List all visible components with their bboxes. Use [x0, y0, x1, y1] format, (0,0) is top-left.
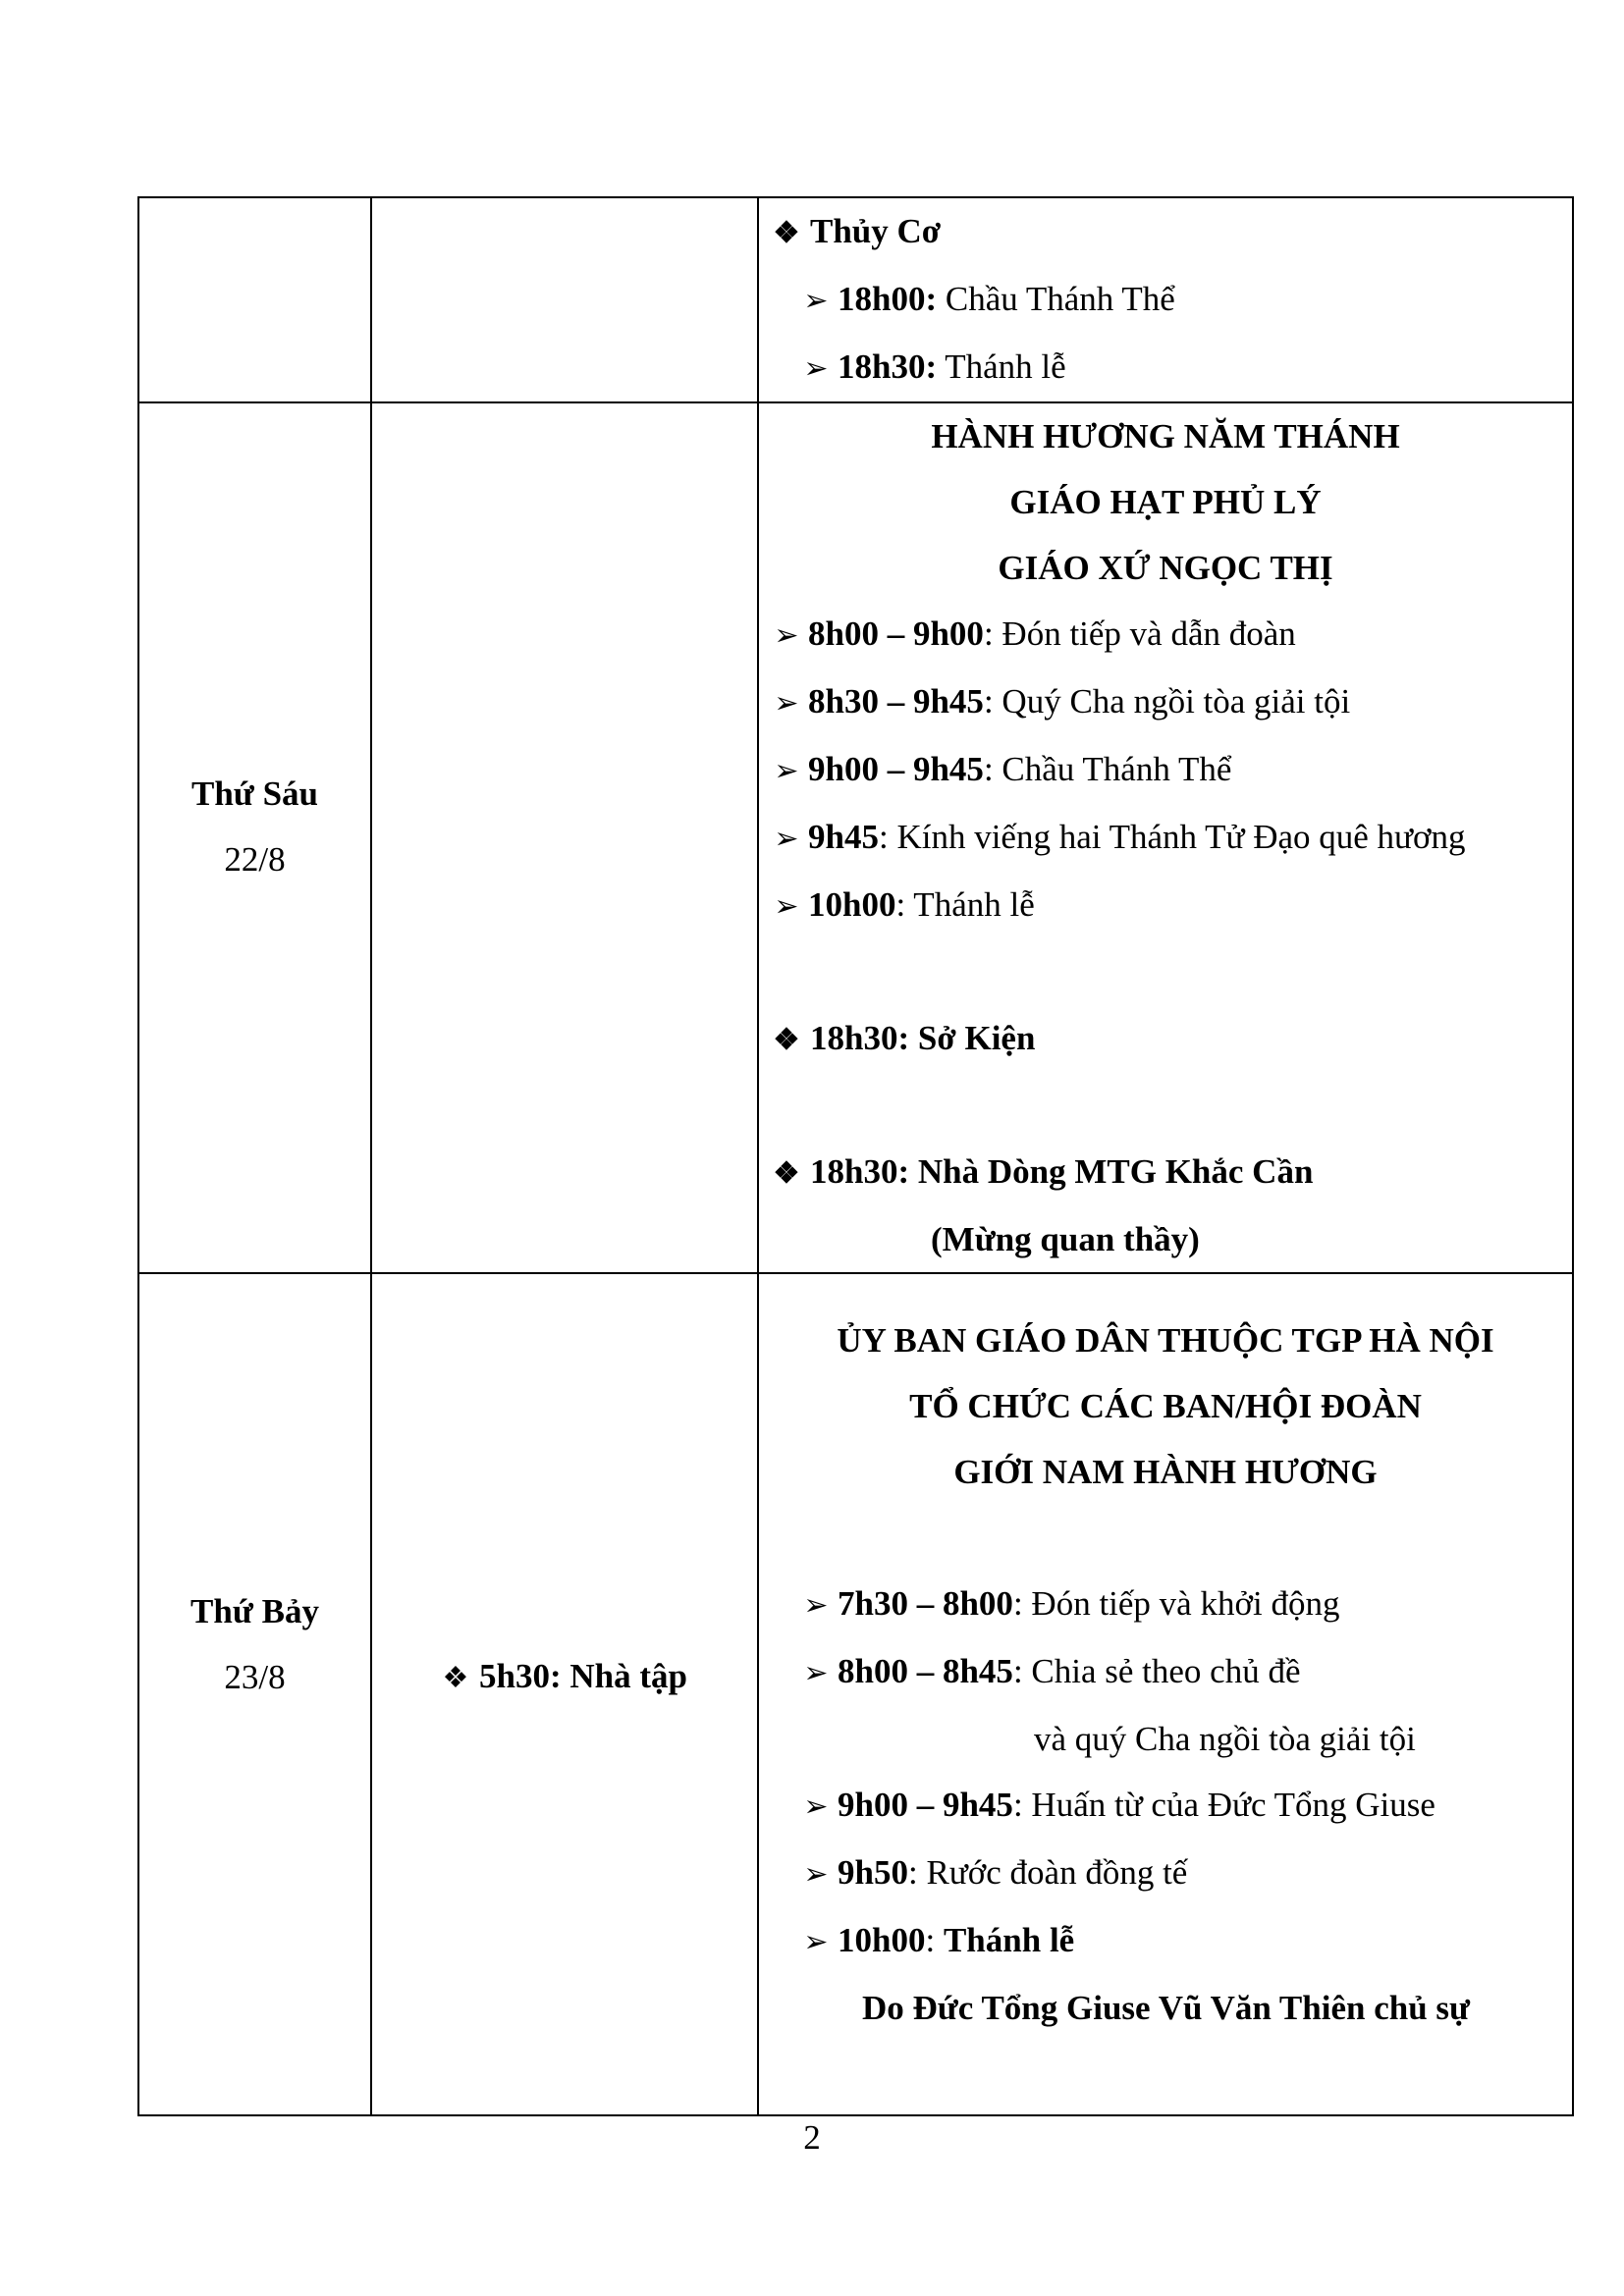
table-row [138, 197, 1573, 402]
list-item: ➢ 10h00: Thánh lễ [759, 872, 1572, 939]
diamond-bullet-icon: ❖ [773, 217, 800, 249]
day-label: Thứ Sáu 22/8 [191, 774, 318, 879]
day-cell [138, 197, 371, 402]
list-item: ➢ 8h00 – 9h00: Đón tiếp và dẫn đoàn [759, 601, 1572, 668]
event-header: ❖ Thủy Cơ [759, 198, 1572, 266]
heading-line: GIÁO HẠT PHỦ LÝ [1009, 483, 1322, 521]
heading-line: ỦY BAN GIÁO DÂN THUỘC TGP HÀ NỘI [837, 1321, 1494, 1360]
arrow-bullet-icon: ➢ [803, 1790, 829, 1823]
arrow-bullet-icon: ➢ [803, 1589, 829, 1622]
events-cell [758, 402, 1573, 1273]
events-cell [758, 1273, 1573, 2115]
diamond-bullet-icon: ❖ [773, 1157, 800, 1190]
heading-line: HÀNH HƯƠNG NĂM THÁNH [931, 417, 1400, 455]
arrow-bullet-icon: ➢ [774, 687, 799, 720]
arrow-bullet-icon: ➢ [803, 1926, 829, 1958]
arrow-bullet-icon: ➢ [803, 352, 829, 385]
morning-cell [371, 402, 758, 1273]
list-item: ➢ 10h00: Thánh lễ [759, 1907, 1572, 1975]
table-row [138, 1273, 1573, 2115]
list-item: ➢ 8h30 – 9h45: Quý Cha ngồi tòa giải tội [759, 668, 1572, 736]
day-cell [138, 402, 371, 1273]
list-item: ➢ 9h50: Rước đoàn đồng tế [759, 1840, 1572, 1907]
day-label: Thứ Bảy 23/8 [190, 1592, 319, 1696]
event-header: ❖ 18h30: Sở Kiện [759, 1005, 1572, 1073]
list-item: ➢ 18h00: Chầu Thánh Thể [759, 266, 1572, 334]
heading-line: GIÁO XỨ NGỌC THỊ [998, 549, 1333, 587]
morning-cell [371, 197, 758, 402]
list-item: ➢ 9h00 – 9h45: Chầu Thánh Thể [759, 736, 1572, 804]
arrow-bullet-icon: ➢ [803, 1858, 829, 1891]
day-cell [138, 1273, 371, 2115]
schedule-table [137, 196, 1574, 2116]
event-subtitle: (Mừng quan thầy) [931, 1220, 1200, 1258]
page-number: 2 [803, 2118, 821, 2157]
arrow-bullet-icon: ➢ [774, 755, 799, 787]
arrow-bullet-icon: ➢ [774, 890, 799, 923]
list-item: ➢ 9h00 – 9h45: Huấn từ của Đức Tổng Giuse [759, 1772, 1572, 1840]
arrow-bullet-icon: ➢ [774, 823, 799, 855]
arrow-bullet-icon: ➢ [803, 1657, 829, 1689]
table-row [138, 402, 1573, 1273]
heading-line: GIỚI NAM HÀNH HƯƠNG [953, 1453, 1378, 1491]
event-header: ❖ 18h30: Nhà Dòng MTG Khắc Cần [759, 1139, 1572, 1206]
heading-line: TỔ CHỨC CÁC BAN/HỘI ĐOÀN [909, 1387, 1422, 1425]
list-item: ➢ 8h00 – 8h45: Chia sẻ theo chủ đề [759, 1638, 1572, 1706]
list-item: ➢ 7h30 – 8h00: Đón tiếp và khởi động [759, 1571, 1572, 1638]
morning-event: ❖ 5h30: Nhà tập [372, 1643, 757, 1711]
diamond-bullet-icon: ❖ [773, 1024, 800, 1056]
list-item: ➢ 18h30: Thánh lễ [759, 334, 1572, 401]
list-item: ➢ 9h45: Kính viếng hai Thánh Tử Đạo quê hương [759, 804, 1572, 872]
morning-cell [371, 1273, 758, 2115]
diamond-bullet-icon: ❖ [442, 1662, 469, 1694]
arrow-bullet-icon: ➢ [774, 619, 799, 652]
mass-presider: Do Đức Tổng Giuse Vũ Văn Thiên chủ sự [862, 1989, 1471, 2027]
events-cell [758, 197, 1573, 402]
arrow-bullet-icon: ➢ [803, 285, 829, 317]
list-item-continuation: và quý Cha ngồi tòa giải tội [1034, 1720, 1416, 1758]
